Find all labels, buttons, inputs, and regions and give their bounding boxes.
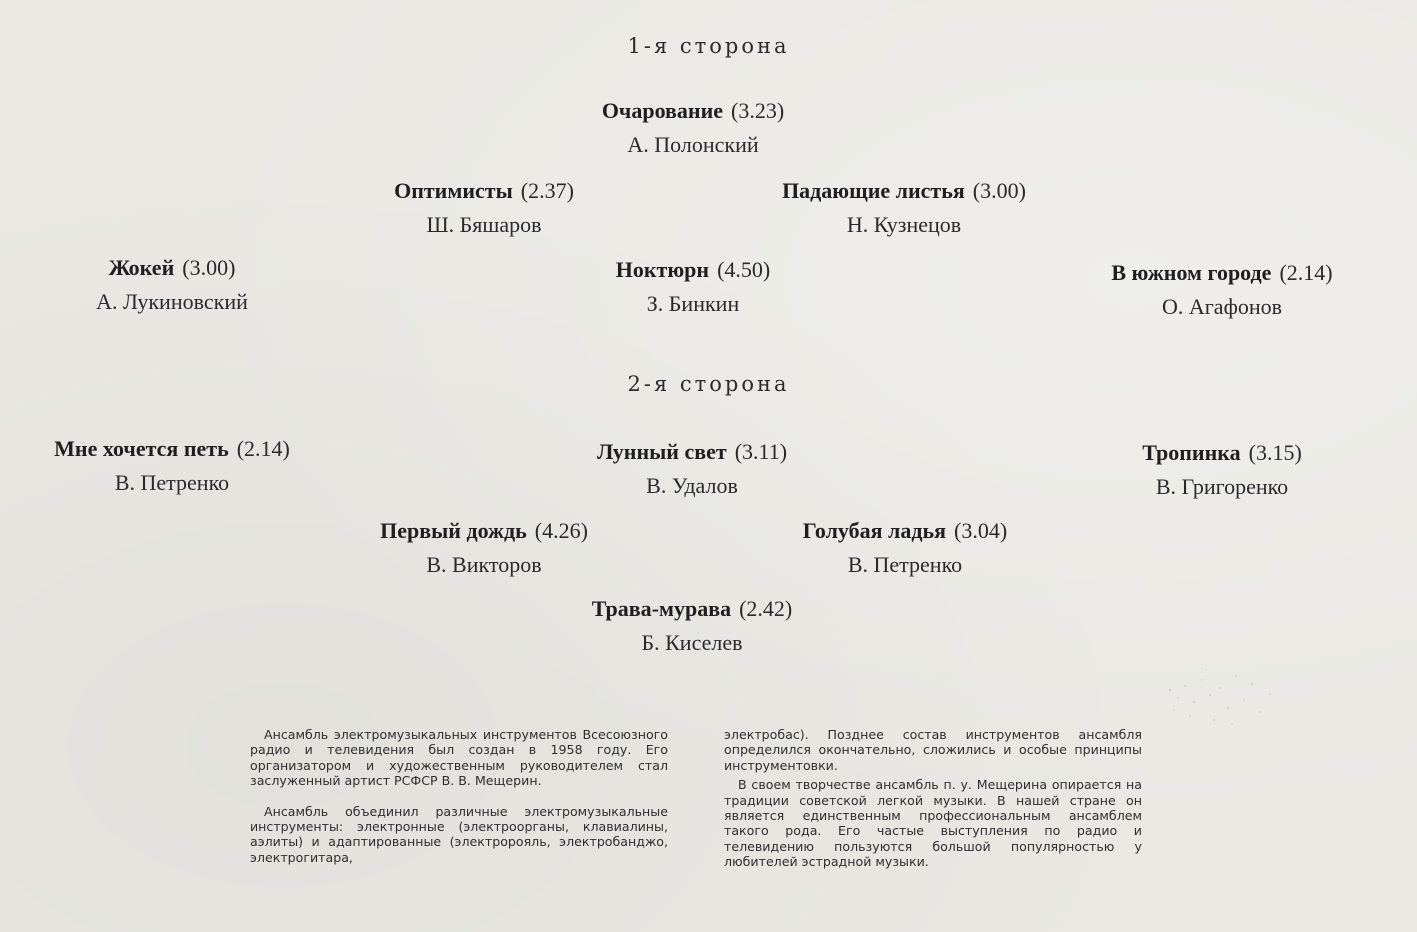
track-title-line xyxy=(462,592,922,626)
print-speckle-decoration xyxy=(1150,650,1330,760)
track-duration: (3.00) xyxy=(182,255,236,280)
track-title-line xyxy=(992,436,1417,470)
track-ocharovanie xyxy=(463,94,923,162)
track-title: Мне хочется петь xyxy=(54,436,229,461)
track-composer: Б. Киселев xyxy=(641,630,743,655)
track-duration: (3.15) xyxy=(1248,440,1302,465)
track-title-line xyxy=(254,514,714,548)
track-pervy-dozhd xyxy=(254,514,714,582)
track-title-line xyxy=(992,256,1417,290)
track-composer: В. Григоренко xyxy=(1155,474,1289,499)
track-title: Голубая ладья xyxy=(802,518,947,543)
track-title: Тропинка xyxy=(1142,440,1241,465)
track-composer: Ш. Бяшаров xyxy=(426,212,542,237)
track-title: Лунный свет xyxy=(596,439,727,464)
track-tropinka xyxy=(992,436,1417,504)
track-duration: (2.37) xyxy=(520,178,574,203)
track-duration: (2.42) xyxy=(739,596,793,621)
track-duration: (3.00) xyxy=(972,178,1026,203)
track-duration: (3.23) xyxy=(731,98,785,123)
liner-notes-paragraph: Ансамбль объединил различные электромузыкальные инструменты: электронные (электроорганы, клавиалины, аэлиты) и адаптированные (электророяль, электробанджо, электрогитара, xyxy=(250,803,668,865)
track-composer: О. Агафонов xyxy=(1162,294,1282,319)
track-duration: (3.04) xyxy=(954,518,1008,543)
track-composer: Н. Кузнецов xyxy=(846,212,962,237)
track-duration: (2.14) xyxy=(236,436,290,461)
track-title: Жокей xyxy=(108,255,175,280)
track-lunny-svet xyxy=(462,435,922,503)
track-title: Первый дождь xyxy=(380,518,527,543)
track-title-line xyxy=(254,174,714,208)
liner-notes-paragraph: электробас). Позднее состав инструментов ансамбля определился окончательно, сложились и особые принципы инструментовки. xyxy=(724,727,1142,773)
liner-notes-left-column xyxy=(250,727,668,880)
track-title-line xyxy=(675,514,1135,548)
track-mne-khochetsya-pet xyxy=(0,432,402,500)
track-composer: З. Бинкин xyxy=(646,291,740,316)
track-padayushchie-listya xyxy=(674,174,1134,242)
track-composer: В. Удалов xyxy=(646,473,738,498)
track-title-line xyxy=(674,174,1134,208)
liner-notes-paragraph: В своем творчестве ансамбль п. у. Мещерина опирается на традиции советской легкой музыки. В нашей стране он является единственным профессиональным ансамблем такого рода. Его частые выступления по радио и телевидению пользуются большой популярностью у любителей эстрадной музыки. xyxy=(724,777,1142,870)
track-title: Ноктюрн xyxy=(615,257,710,282)
track-title-line xyxy=(0,432,402,466)
track-title-line xyxy=(463,94,923,128)
track-title: Трава-мурава xyxy=(591,596,732,621)
side-2-heading: 2-я сторона xyxy=(627,372,790,396)
track-zhokey xyxy=(0,251,402,319)
liner-notes-paragraph: Ансамбль электромузыкальных инструментов Всесоюзного радио и телевидения был создан в 1958 году. Его организатором и художественным руководителем стал заслуженный артист РСФСР В. В. Мещерин. xyxy=(250,727,668,789)
liner-notes-right-column xyxy=(724,727,1142,885)
track-composer: А. Лукиновский xyxy=(96,289,248,314)
track-duration: (4.26) xyxy=(534,518,588,543)
track-composer: В. Петренко xyxy=(847,552,963,577)
track-title: Оптимисты xyxy=(394,178,513,203)
track-v-yuzhnom-gorode xyxy=(992,256,1417,324)
track-title: Падающие листья xyxy=(782,178,965,203)
track-golubaya-ladya xyxy=(675,514,1135,582)
track-title-line xyxy=(463,253,923,287)
track-trava-murava xyxy=(462,592,922,660)
track-title: Очарование xyxy=(601,98,724,123)
track-duration: (4.50) xyxy=(717,257,771,282)
track-title-line xyxy=(0,251,402,285)
track-optimisty xyxy=(254,174,714,242)
track-duration: (3.11) xyxy=(734,439,788,464)
track-noktyurn xyxy=(463,253,923,321)
track-title: В южном городе xyxy=(1111,260,1272,285)
track-composer: А. Полонский xyxy=(627,132,759,157)
track-composer: В. Викторов xyxy=(426,552,542,577)
track-duration: (2.14) xyxy=(1279,260,1333,285)
track-title-line xyxy=(462,435,922,469)
track-composer: В. Петренко xyxy=(114,470,230,495)
side-1-heading: 1-я сторона xyxy=(627,34,790,58)
